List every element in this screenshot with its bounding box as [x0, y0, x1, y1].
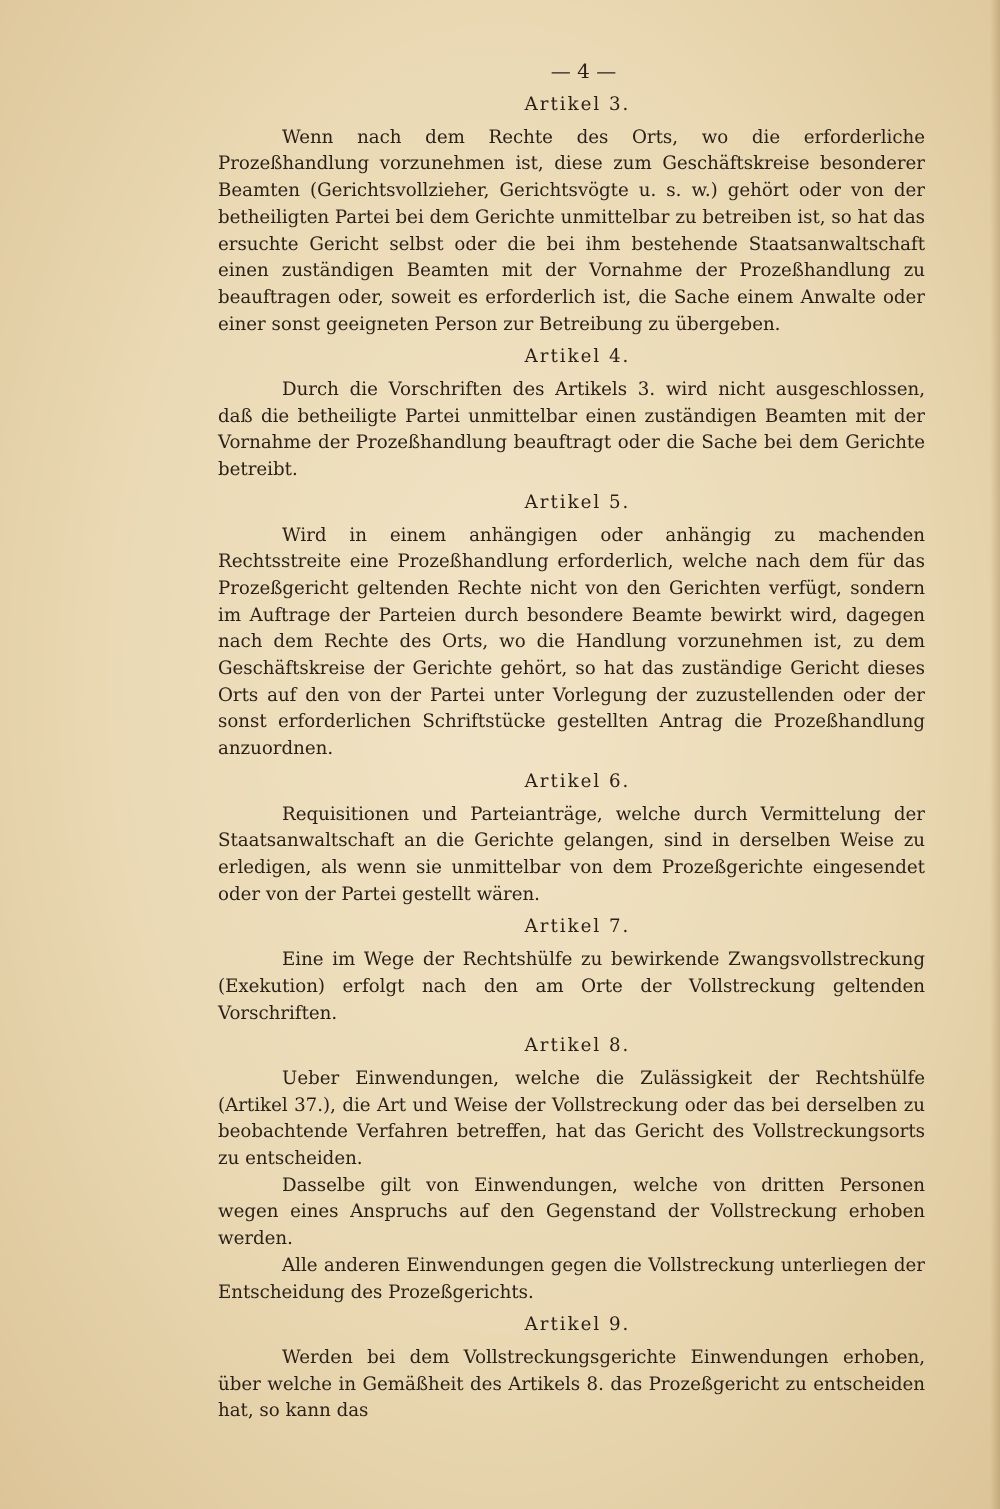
- article-9: [218, 1312, 925, 1425]
- page-number: — 4 —: [550, 59, 617, 83]
- article-heading: Artikel 3.: [524, 94, 631, 115]
- article-8: [218, 1033, 925, 1306]
- paragraph: Ueber Einwendungen, welche die Zulässigkeit der Rechtshülfe (Artikel 37.), die Art und Weise der Vollstreckung oder das bei derselben zu beobachtende Verfahren betreffen, hat das Gericht des Vollstreckungsorts zu entscheiden.: [218, 1067, 925, 1170]
- article-5: [218, 490, 925, 763]
- paragraph: Wenn nach dem Rechte des Orts, wo die erforderliche Prozeßhandlung vorzunehmen ist, diese zum Geschäftskreise besonderer Beamten (Gerichtsvollzieher, Gerichtsvögte u. s. w.) gehört oder von der betheiligten Partei bei dem Gerichte unmittelbar zu betreiben ist, so hat das ersuchte Gericht selbst oder die bei ihm bestehende Staatsanwaltschaft einen zuständigen Beamten mit der Vornahme der Prozeßhandlung zu beauftragen oder, soweit es erforderlich ist, die Sache einem Anwalte oder einer sonst geeigneten Person zur Betreibung zu übergeben.: [218, 126, 925, 335]
- article-heading: Artikel 6.: [524, 770, 631, 792]
- article-heading: Artikel 8.: [524, 1035, 631, 1057]
- article-heading: Artikel 4.: [524, 346, 631, 368]
- article-heading: Artikel 7.: [524, 916, 631, 938]
- text-column: [218, 56, 925, 1425]
- paragraph: Werden bei dem Vollstreckungsgerichte Einwendungen erhoben, über welche in Gemäßheit des Artikels 8. das Prozeßgericht zu entscheiden hat, so kann das: [218, 1346, 925, 1422]
- article-heading: Artikel 5.: [524, 491, 631, 513]
- article-heading: Artikel 9.: [524, 1314, 631, 1336]
- page-edge-shadow: [990, 0, 1000, 1509]
- paragraph: Dasselbe gilt von Einwendungen, welche von dritten Personen wegen eines Anspruchs auf den Gegenstand der Vollstreckung erhoben werden.: [218, 1174, 925, 1250]
- paragraph: Durch die Vorschriften des Artikels 3. wird nicht ausgeschlossen, daß die betheiligte Partei unmittelbar einen zuständigen Beamten mit der Vornahme der Prozeßhandlung beauftragt oder die Sache bei dem Gerichte betreibt.: [218, 379, 925, 481]
- article-4: [218, 344, 925, 484]
- article-6: [218, 769, 925, 909]
- paragraph: Requisitionen und Parteianträge, welche durch Vermittelung der Staatsanwaltschaft an die Gerichte gelangen, sind in derselben Weise zu erledigen, als wenn sie unmittelbar von dem Prozeßgerichte eingesendet oder von der Partei gestellt wären.: [218, 803, 925, 905]
- paragraph: Wird in einem anhängigen oder anhängig zu machenden Rechtsstreite eine Prozeßhandlung erforderlich, welche nach dem für das Prozeßgericht geltenden Rechte nicht von den Gerichten verfügt, sondern im Auftrage der Parteien durch besondere Beamte bewirkt wird, dagegen nach dem Rechte des Orts, wo die Handlung vorzunehmen ist, zu dem Geschäftskreise der Gerichte gehört, so hat das zuständige Gericht dieses Orts auf den von der Partei unter Vorlegung der zuzustellenden oder der sonst erforderlichen Schriftstücke gestellten Antrag die Prozeßhandlung anzuordnen.: [218, 524, 925, 760]
- paragraph: Alle anderen Einwendungen gegen die Vollstreckung unterliegen der Entscheidung des Prozeßgerichts.: [218, 1254, 925, 1303]
- article-3: [218, 92, 925, 338]
- article-7: [218, 914, 925, 1027]
- paragraph: Eine im Wege der Rechtshülfe zu bewirkende Zwangsvollstreckung (Exekution) erfolgt nach den am Orte der Vollstreckung geltenden Vorschriften.: [218, 949, 925, 1024]
